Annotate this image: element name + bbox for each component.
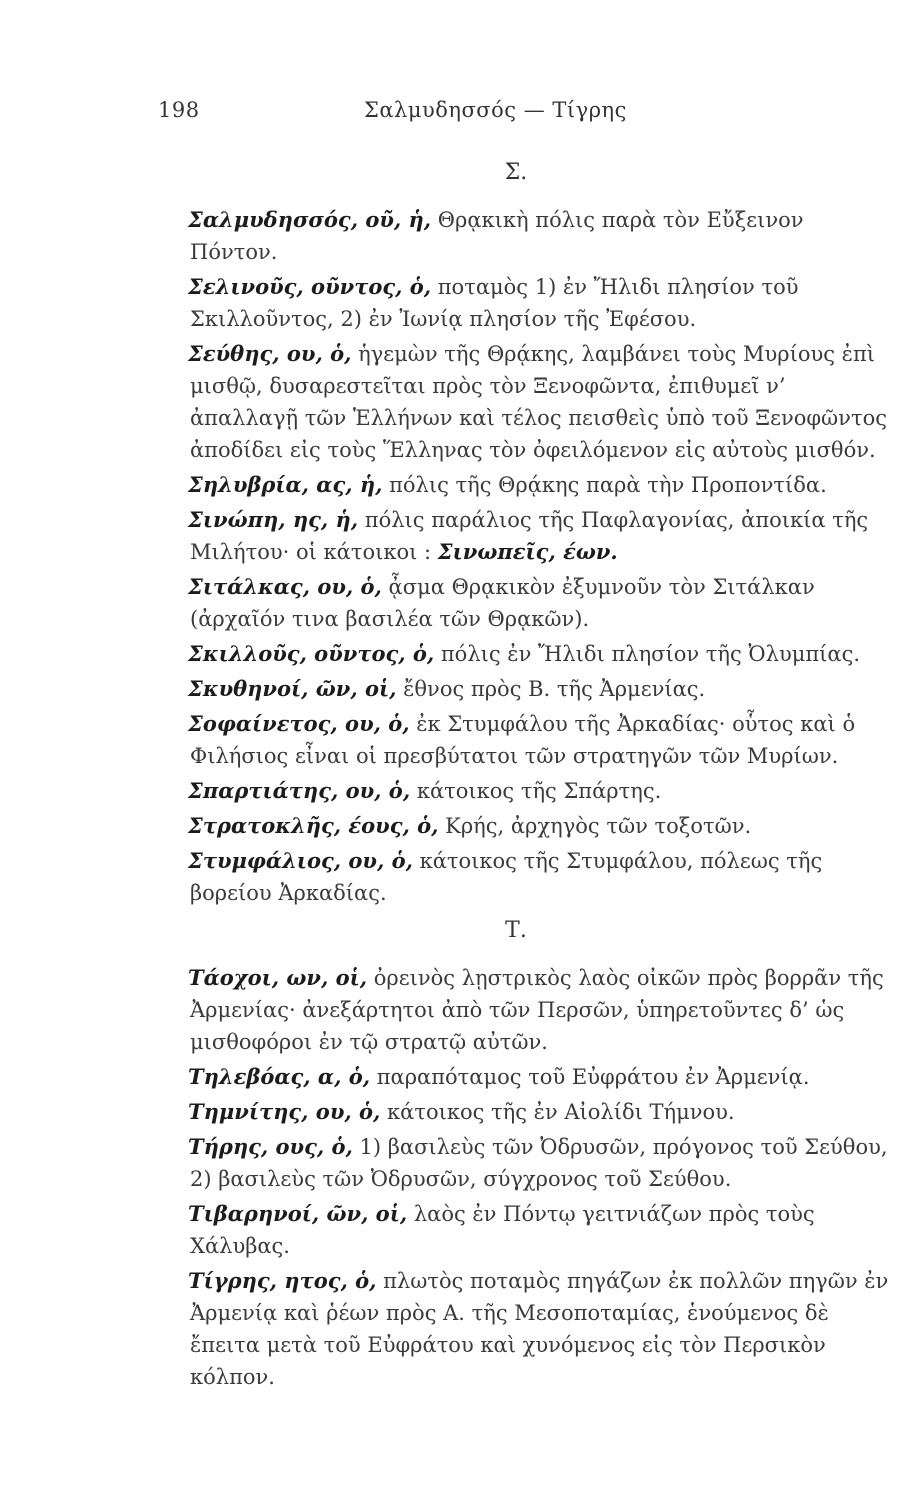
entry-grammar: ητος, ὁ, <box>276 1268 377 1293</box>
entry-derived-form: Σινωπεῖς, έων. <box>437 539 618 564</box>
entry <box>190 1265 896 1393</box>
entry <box>190 504 896 568</box>
entry <box>190 845 896 909</box>
entry-definition: κάτοικος τῆς ἐν Αἰολίδι Τήμνου. <box>380 1100 735 1124</box>
entry-headword: Τιβαρηνοί, <box>188 1201 320 1226</box>
entry-definition: ὀρεινὸς λῃστρικὸς λαὸς οἰκῶν πρὸς βορρᾶν τῆς Ἀρμενίας· ἀνεξάρτητοι ἀπὸ τῶν Περσῶν, ὑπηρετοῦντες δ’ ὡς μισθοφόροι ἐν τῷ στρατῷ αὐτῶν. <box>190 966 884 1054</box>
section-heading-tau: Τ. <box>505 918 527 943</box>
entry-grammar: ου, ὁ, <box>310 574 382 599</box>
entry-headword: Τημνίτης, <box>188 1099 309 1124</box>
entry-definition: πλωτὸς ποταμὸς πηγάζων ἐκ πολλῶν πηγῶν ἐν Ἀρμενίᾳ καὶ ῥέων πρὸς Α. τῆς Μεσοποταμίας, ἑνούμενος δὲ ἔπειτα μετὰ τοῦ Εὐφράτου καὶ χυνόμενος εἰς τὸν Περσικὸν κόλπον. <box>190 1269 889 1389</box>
entry-headword: Τηλεβόας, <box>188 1064 311 1089</box>
entry <box>190 708 896 772</box>
entry-headword: Στρατοκλῆς, <box>188 813 342 838</box>
entry-grammar: οῦντος, ὁ, <box>306 641 435 666</box>
entry-definition: ἐκ Στυμφάλου τῆς Ἀρκαδίας· οὗτος καὶ ὁ Φιλήσιος εἶναι οἱ πρεσβύτατοι τῶν στρατηγῶν τῶν Μυρίων. <box>190 712 856 768</box>
entry-definition: ᾆσμα Θρᾳκικὸν ἐξυμνοῦν τὸν Σιτάλκαν (ἀρχαῖόν τινα βασιλέα τῶν Θρᾳκῶν). <box>190 575 815 631</box>
entry-definition: ἔθνος πρὸς Β. τῆς Ἀρμενίας. <box>396 677 706 701</box>
entry-definition: Θρᾳκικὴ πόλις παρὰ τὸν Εὔξεινον Πόντον. <box>190 208 804 264</box>
entry-grammar: ας, ἡ, <box>308 472 383 497</box>
entry <box>190 271 896 335</box>
entry <box>190 1061 896 1093</box>
entry <box>190 810 896 842</box>
entry <box>190 571 896 635</box>
entry-grammar: οῦντος, ὁ, <box>303 274 432 299</box>
entry-definition: πόλις τῆς Θρᾴκης παρὰ τὴν Προποντίδα. <box>382 473 827 497</box>
page-header <box>146 98 886 134</box>
page-number: 198 <box>158 98 200 122</box>
entry-definition: Κρής, ἀρχηγὸς τῶν τοξοτῶν. <box>438 814 752 838</box>
entry-grammar: ῶν, οἱ, <box>308 676 397 701</box>
entry-grammar: ου, ὁ, <box>338 778 411 803</box>
entry-headword: Σκυθηνοί, <box>188 676 309 701</box>
entry-headword: Σαλμυδησσός, <box>188 207 359 232</box>
entry-headword: Σηλυβρία, <box>188 472 309 497</box>
entry <box>190 673 896 705</box>
entry-headword: Σκιλλοῦς, <box>188 641 307 666</box>
entry-headword: Σινώπη, <box>188 507 286 532</box>
entry-definition: κάτοικος τῆς Σπάρτης. <box>410 779 662 803</box>
entry-grammar: ου, ὁ, <box>279 341 352 366</box>
entries-sigma <box>190 204 896 912</box>
entry-headword: Σοφαίνετος, <box>188 711 338 736</box>
entry-grammar: ων, οἱ, <box>279 965 368 990</box>
entries-tau <box>190 962 896 1396</box>
entry <box>190 204 896 268</box>
entry <box>190 469 896 501</box>
entry-headword: Σιτάλκας, <box>188 574 311 599</box>
entry <box>190 338 896 466</box>
entry-definition: πόλις ἐν Ἤλιδι πλησίον τῆς Ὀλυμπίας. <box>434 642 861 666</box>
entry-grammar: ου, ὁ, <box>341 848 413 873</box>
entry-headword: Σελινοῦς, <box>188 274 304 299</box>
entry-definition: 1) βασιλεὺς τῶν Ὀδρυσῶν, πρόγονος τοῦ Σεύθου, 2) βασιλεὺς τῶν Ὀδρυσῶν, σύγχρονος τοῦ Σεύθου. <box>190 1135 888 1191</box>
entry-grammar: ου, ὁ, <box>337 711 410 736</box>
entry-grammar: έους, ὁ, <box>341 813 439 838</box>
entry-headword: Τίγρης, <box>188 1268 277 1293</box>
entry <box>190 1096 896 1128</box>
entry-headword: Σεύθης, <box>188 341 280 366</box>
entry-headword: Σπαρτιάτης, <box>188 778 339 803</box>
section-heading-sigma: Σ. <box>504 160 528 185</box>
entry-definition: πόλις παράλιος τῆς Παφλαγονίας, ἀποικία τῆς Μιλήτου· οἱ κάτοικοι : <box>190 508 869 564</box>
entry-headword: Τήρης, <box>188 1134 269 1159</box>
entry-grammar: οῦ, ἡ, <box>358 207 432 232</box>
entry <box>190 638 896 670</box>
entry-headword: Στυμφάλιος, <box>188 848 342 873</box>
entry-definition: ποταμὸς 1) ἐν Ἤλιδι πλησίον τοῦ Σκιλλοῦντος, 2) ἐν Ἰωνίᾳ πλησίον τῆς Ἐφέσου. <box>190 275 799 331</box>
entry-definition: παραπόταμος τοῦ Εὐφράτου ἐν Ἀρμενίᾳ. <box>370 1065 810 1089</box>
entry-definition: λαὸς ἐν Πόντῳ γειτνιάζων πρὸς τοὺς Χάλυβας. <box>190 1202 815 1258</box>
entry <box>190 1131 896 1195</box>
entry-grammar: ης, ἡ, <box>285 507 359 532</box>
running-head: Σαλμυδησσός — Τίγρης <box>364 98 627 122</box>
entry-definition: ἡγεμὼν τῆς Θρᾴκης, λαμβάνει τοὺς Μυρίους ἐπὶ μισθῷ, δυσαρεστεῖται πρὸς τὸν Ξενοφῶντα, ἐπιθυμεῖ ν’ ἀπαλλαγῇ τῶν Ἑλλήνων καὶ τέλος πεισθεὶς ὑπὸ τοῦ Ξενοφῶντος ἀποδίδει εἰς τοὺς Ἕλληνας τὸν ὀφειλόμενον εἰς αὐτοὺς μισθόν. <box>190 342 887 462</box>
entry-grammar: α, ὁ, <box>310 1064 371 1089</box>
entry-grammar: ῶν, οἱ, <box>319 1201 408 1226</box>
entry-grammar: ους, ὁ, <box>268 1134 353 1159</box>
entry-grammar: ου, ὁ, <box>308 1099 381 1124</box>
entry <box>190 775 896 807</box>
entry-definition: κάτοικος τῆς Στυμφάλου, πόλεως τῆς βορείου Ἀρκαδίας. <box>190 849 823 905</box>
entry <box>190 1198 896 1262</box>
entry <box>190 962 896 1058</box>
entry-headword: Τάοχοι, <box>188 965 280 990</box>
